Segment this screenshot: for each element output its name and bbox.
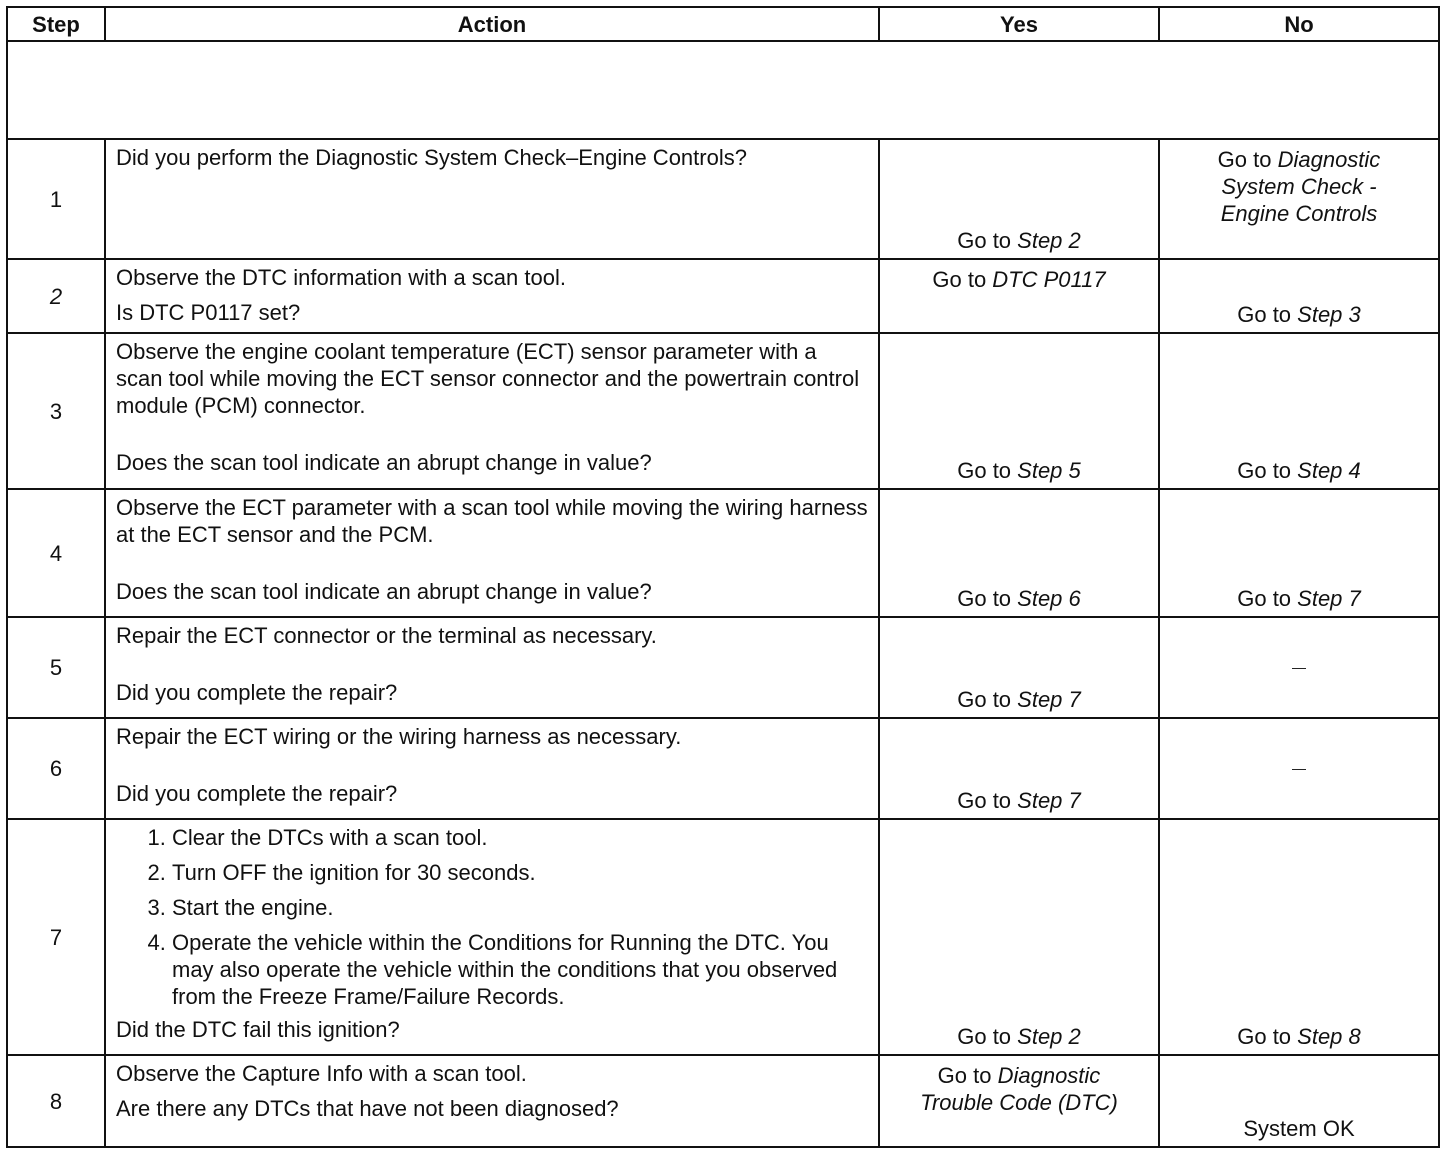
yes-link[interactable]: Step 2 <box>1017 228 1081 253</box>
yes-prefix: Go to <box>957 458 1018 483</box>
no-link[interactable]: Step 4 <box>1297 458 1361 483</box>
no-prefix: Go to <box>1237 1024 1298 1049</box>
header-no: No <box>1159 7 1439 41</box>
no-result: System OK <box>1243 1116 1355 1141</box>
action-cell <box>105 819 879 1055</box>
yes-prefix: Go to <box>957 586 1018 611</box>
table-row <box>7 617 1439 718</box>
yes-cell <box>879 489 1159 617</box>
action-cell <box>105 139 879 259</box>
action-cell <box>105 617 879 718</box>
yes-prefix: Go to <box>957 1024 1018 1049</box>
list-item: 4. Operate the vehicle within the Conditions for Running the DTC. You may also operate the vehicle within the conditions that you observed from the Freeze Frame/Failure Records. <box>172 929 868 1010</box>
yes-prefix: Go to <box>937 1063 998 1088</box>
no-prefix: Go to <box>1237 586 1298 611</box>
table-row <box>7 259 1439 333</box>
action-question: Does the scan tool indicate an abrupt change in value? <box>116 579 652 604</box>
yes-link[interactable]: Step 6 <box>1017 586 1081 611</box>
action-text: Observe the ECT parameter with a scan tool while moving the wiring harness at the ECT sensor and the PCM. <box>116 495 868 547</box>
action-question: Did the DTC fail this ignition? <box>116 1017 400 1042</box>
header-action: Action <box>105 7 879 41</box>
header-step: Step <box>7 7 105 41</box>
no-link[interactable]: Step 7 <box>1297 586 1361 611</box>
yes-link[interactable]: Step 7 <box>1017 788 1081 813</box>
yes-link[interactable]: DTC P0117 <box>992 267 1106 292</box>
action-text: Observe the DTC information with a scan tool. <box>116 265 566 290</box>
step-number: 7 <box>7 819 105 1055</box>
yes-cell <box>879 139 1159 259</box>
yes-prefix: Go to <box>932 267 993 292</box>
no-cell <box>1159 333 1439 489</box>
action-question: Does the scan tool indicate an abrupt change in value? <box>116 450 652 475</box>
header-row <box>7 7 1439 41</box>
yes-cell <box>879 259 1159 333</box>
yes-cell <box>879 617 1159 718</box>
no-prefix: Go to <box>1217 147 1278 172</box>
no-link[interactable]: Step 3 <box>1297 302 1361 327</box>
blank-cell <box>7 41 1439 139</box>
yes-link[interactable]: Trouble Code (DTC) <box>920 1090 1118 1115</box>
table-row <box>7 139 1439 259</box>
no-cell <box>1159 718 1439 819</box>
action-cell <box>105 333 879 489</box>
table-row <box>7 718 1439 819</box>
yes-cell <box>879 1055 1159 1147</box>
no-link[interactable]: Step 8 <box>1297 1024 1361 1049</box>
action-text: Observe the engine coolant temperature (ECT) sensor parameter with a scan tool while moving the ECT sensor connector and the powertrain control module (PCM) connector. <box>116 339 860 418</box>
step-number: 1 <box>7 139 105 259</box>
no-cell <box>1159 617 1439 718</box>
action-question: Is DTC P0117 set? <box>116 300 301 325</box>
action-cell <box>105 1055 879 1147</box>
action-question: Are there any DTCs that have not been diagnosed? <box>116 1096 619 1121</box>
step-number: 6 <box>7 718 105 819</box>
action-question: Did you complete the repair? <box>116 680 398 705</box>
yes-cell <box>879 718 1159 819</box>
action-text: Did you perform the Diagnostic System Check–Engine Controls? <box>116 145 747 170</box>
no-cell <box>1159 819 1439 1055</box>
list-item: 2. Turn OFF the ignition for 30 seconds. <box>172 859 868 886</box>
list-item: 1. Clear the DTCs with a scan tool. <box>172 824 868 851</box>
table-row <box>7 1055 1439 1147</box>
yes-link[interactable]: Step 5 <box>1017 458 1081 483</box>
yes-prefix: Go to <box>957 788 1018 813</box>
no-dash: — <box>1292 759 1306 776</box>
yes-link[interactable]: Step 2 <box>1017 1024 1081 1049</box>
yes-prefix: Go to <box>957 228 1018 253</box>
yes-link[interactable]: Step 7 <box>1017 687 1081 712</box>
action-cell <box>105 718 879 819</box>
no-cell <box>1159 489 1439 617</box>
action-text: Observe the Capture Info with a scan tool. <box>116 1061 527 1086</box>
list-item: 3. Start the engine. <box>172 894 868 921</box>
step-number: 2 <box>7 259 105 333</box>
action-text: Repair the ECT wiring or the wiring harness as necessary. <box>116 724 682 749</box>
action-cell <box>105 259 879 333</box>
table-row <box>7 489 1439 617</box>
no-cell <box>1159 259 1439 333</box>
step-number: 5 <box>7 617 105 718</box>
no-prefix: Go to <box>1237 302 1298 327</box>
yes-prefix: Go to <box>957 687 1018 712</box>
table-row <box>7 333 1439 489</box>
no-link[interactable]: Diagnostic <box>1277 147 1381 172</box>
action-question: Did you complete the repair? <box>116 781 398 806</box>
diagnostic-table <box>6 6 1440 1148</box>
table-row <box>7 819 1439 1055</box>
action-cell <box>105 489 879 617</box>
procedure-list <box>116 824 868 1010</box>
yes-link[interactable]: Diagnostic <box>997 1063 1101 1088</box>
step-number: 3 <box>7 333 105 489</box>
no-dash: — <box>1292 658 1306 675</box>
yes-cell <box>879 819 1159 1055</box>
blank-row <box>7 41 1439 139</box>
no-link[interactable]: System Check - <box>1221 174 1377 199</box>
step-number: 8 <box>7 1055 105 1147</box>
step-number: 4 <box>7 489 105 617</box>
no-cell <box>1159 1055 1439 1147</box>
header-yes: Yes <box>879 7 1159 41</box>
yes-cell <box>879 333 1159 489</box>
no-prefix: Go to <box>1237 458 1298 483</box>
no-cell <box>1159 139 1439 259</box>
action-text: Repair the ECT connector or the terminal as necessary. <box>116 623 657 648</box>
no-link[interactable]: Engine Controls <box>1220 201 1378 226</box>
